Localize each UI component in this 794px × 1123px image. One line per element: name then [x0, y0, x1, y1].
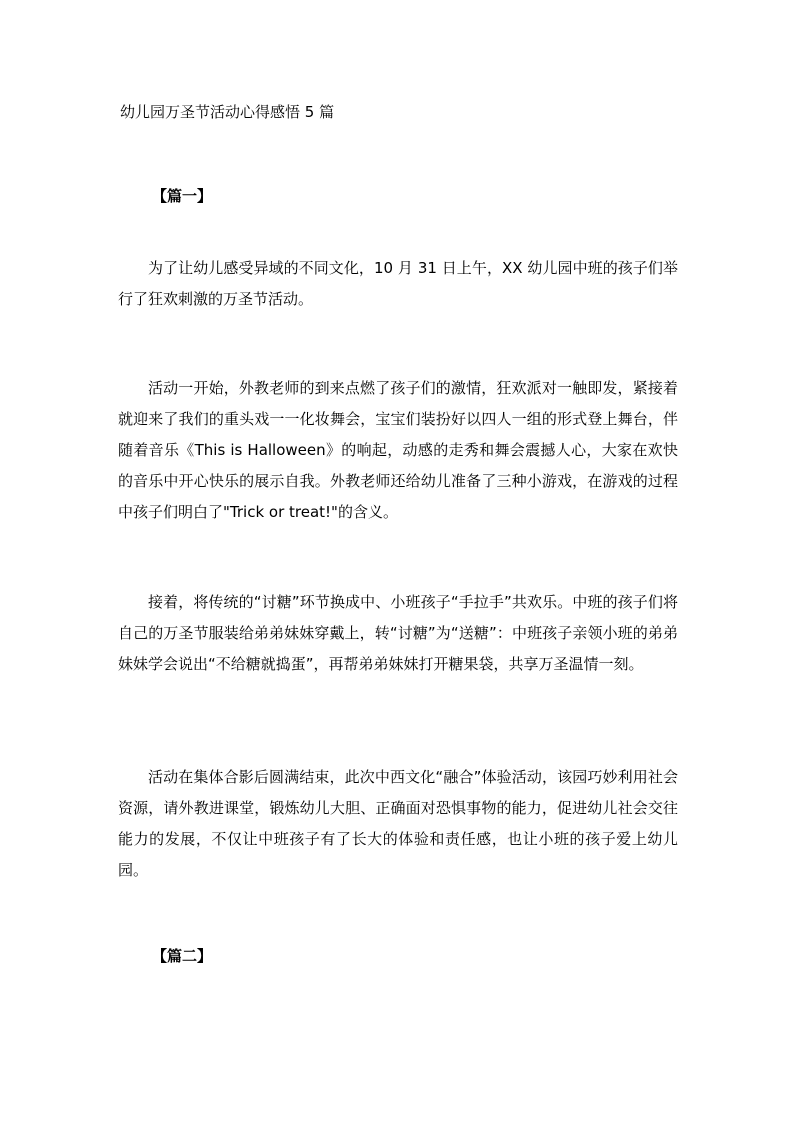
section-heading-2: 【篇二】 — [152, 947, 213, 965]
section-heading-1: 【篇一】 — [152, 187, 213, 205]
paragraph-2: 活动一开始，外教老师的到来点燃了孩子们的激情，狂欢派对一触即发，紧接着就迎来了我们的重头戏一一化妆舞会，宝宝们装扮好以四人一组的形式登上舞台，伴随着音乐《This is Halloween》的响起，动感的走秀和舞会震撼人心，大家在欢快的音乐中开心快乐的展示自我。外教老师还给幼儿准备了三种小游戏，在游戏的过程中孩子们明白了"Trick or treat!"的含义。 — [118, 379, 678, 521]
document-title: 幼儿园万圣节活动心得感悟 5 篇 — [120, 103, 335, 121]
paragraph-3: 接着，将传统的“讨糖”环节换成中、小班孩子“手拉手”共欢乐。中班的孩子们将自己的万圣节服装给弟弟妹妹穿戴上，转“讨糖”为“送糖”：中班孩子亲领小班的弟弟妹妹学会说出“不给糖就捣蛋”，再帮弟弟妹妹打开糖果袋，共享万圣温情一刻。 — [118, 593, 678, 673]
paragraph-4: 活动在集体合影后圆满结束，此次中西文化“融合”体验活动，该园巧妙利用社会资源，请外教进课堂，锻炼幼儿大胆、正确面对恐惧事物的能力，促进幼儿社会交往能力的发展，不仅让中班孩子有了长大的体验和责任感，也让小班的孩子爱上幼儿园。 — [118, 768, 678, 879]
paragraph-1: 为了让幼儿感受异域的不同文化，10 月 31 日上午，XX 幼儿园中班的孩子们举行了狂欢刺激的万圣节活动。 — [118, 259, 678, 308]
